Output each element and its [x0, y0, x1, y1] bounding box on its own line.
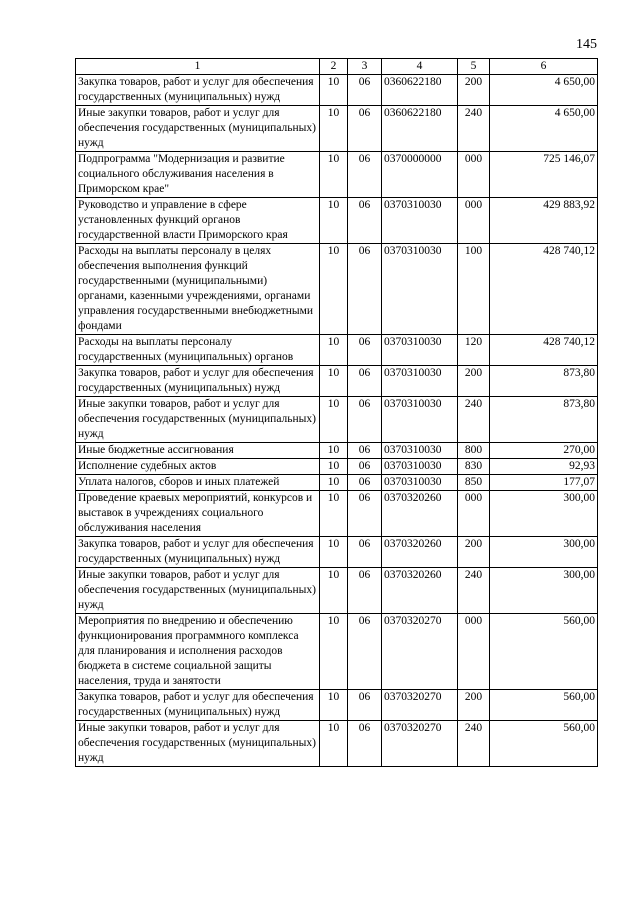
row-subsection: 06 [348, 198, 382, 244]
table-row [76, 491, 598, 537]
row-expense-type: 830 [458, 459, 490, 475]
row-subsection: 06 [348, 721, 382, 767]
row-subsection: 06 [348, 475, 382, 491]
row-amount: 429 883,92 [490, 198, 598, 244]
table-row [76, 459, 598, 475]
row-target-code: 0370310030 [382, 335, 458, 366]
row-amount: 428 740,12 [490, 335, 598, 366]
row-expense-type: 000 [458, 614, 490, 690]
row-amount: 428 740,12 [490, 244, 598, 335]
row-expense-type: 240 [458, 106, 490, 152]
row-amount: 270,00 [490, 443, 598, 459]
row-target-code: 0370320260 [382, 537, 458, 568]
row-amount: 4 650,00 [490, 106, 598, 152]
row-name: Уплата налогов, сборов и иных платежей [76, 475, 320, 491]
row-subsection: 06 [348, 152, 382, 198]
row-name: Исполнение судебных актов [76, 459, 320, 475]
row-name: Закупка товаров, работ и услуг для обеспечения государственных (муниципальных) нужд [76, 75, 320, 106]
row-subsection: 06 [348, 397, 382, 443]
row-amount: 560,00 [490, 614, 598, 690]
row-section: 10 [320, 397, 348, 443]
table-row [76, 152, 598, 198]
row-expense-type: 200 [458, 690, 490, 721]
row-expense-type: 200 [458, 366, 490, 397]
header-col-1: 1 [76, 59, 320, 75]
header-col-5: 5 [458, 59, 490, 75]
row-expense-type: 000 [458, 152, 490, 198]
row-amount: 300,00 [490, 537, 598, 568]
header-col-3: 3 [348, 59, 382, 75]
row-target-code: 0370310030 [382, 443, 458, 459]
row-amount: 92,93 [490, 459, 598, 475]
row-name: Подпрограмма "Модернизация и развитие социального обслуживания населения в Приморском крае" [76, 152, 320, 198]
table-row [76, 75, 598, 106]
row-subsection: 06 [348, 106, 382, 152]
table-row [76, 244, 598, 335]
row-name: Иные закупки товаров, работ и услуг для обеспечения государственных (муниципальных) нужд [76, 568, 320, 614]
row-section: 10 [320, 568, 348, 614]
row-target-code: 0360622180 [382, 75, 458, 106]
row-amount: 873,80 [490, 366, 598, 397]
row-section: 10 [320, 244, 348, 335]
row-section: 10 [320, 198, 348, 244]
row-target-code: 0370320270 [382, 690, 458, 721]
row-target-code: 0370310030 [382, 475, 458, 491]
row-target-code: 0370320260 [382, 491, 458, 537]
row-expense-type: 000 [458, 198, 490, 244]
row-section: 10 [320, 721, 348, 767]
table-row [76, 721, 598, 767]
row-name: Закупка товаров, работ и услуг для обеспечения государственных (муниципальных) нужд [76, 366, 320, 397]
row-subsection: 06 [348, 459, 382, 475]
row-expense-type: 240 [458, 568, 490, 614]
row-subsection: 06 [348, 690, 382, 721]
row-subsection: 06 [348, 568, 382, 614]
header-col-4: 4 [382, 59, 458, 75]
table-row [76, 106, 598, 152]
row-expense-type: 000 [458, 491, 490, 537]
row-amount: 4 650,00 [490, 75, 598, 106]
row-expense-type: 200 [458, 537, 490, 568]
row-section: 10 [320, 690, 348, 721]
table-row [76, 198, 598, 244]
row-section: 10 [320, 152, 348, 198]
row-name: Расходы на выплаты персоналу государственных (муниципальных) органов [76, 335, 320, 366]
table-row [76, 475, 598, 491]
row-section: 10 [320, 614, 348, 690]
row-amount: 177,07 [490, 475, 598, 491]
row-section: 10 [320, 491, 348, 537]
table-row [76, 443, 598, 459]
header-col-2: 2 [320, 59, 348, 75]
row-expense-type: 240 [458, 721, 490, 767]
row-target-code: 0370310030 [382, 198, 458, 244]
row-name: Иные закупки товаров, работ и услуг для обеспечения государственных (муниципальных) нужд [76, 721, 320, 767]
row-section: 10 [320, 75, 348, 106]
row-target-code: 0370000000 [382, 152, 458, 198]
table-row [76, 690, 598, 721]
row-target-code: 0370320270 [382, 721, 458, 767]
header-col-6: 6 [490, 59, 598, 75]
row-name: Закупка товаров, работ и услуг для обеспечения государственных (муниципальных) нужд [76, 537, 320, 568]
row-section: 10 [320, 366, 348, 397]
row-section: 10 [320, 459, 348, 475]
row-section: 10 [320, 335, 348, 366]
row-name: Иные закупки товаров, работ и услуг для обеспечения государственных (муниципальных) нужд [76, 397, 320, 443]
row-name: Руководство и управление в сфере установленных функций органов государственной власти Приморского края [76, 198, 320, 244]
row-amount: 300,00 [490, 568, 598, 614]
row-target-code: 0360622180 [382, 106, 458, 152]
row-subsection: 06 [348, 491, 382, 537]
row-name: Закупка товаров, работ и услуг для обеспечения государственных (муниципальных) нужд [76, 690, 320, 721]
header-row [76, 59, 598, 75]
row-target-code: 0370320270 [382, 614, 458, 690]
table-row [76, 614, 598, 690]
row-target-code: 0370310030 [382, 244, 458, 335]
row-expense-type: 100 [458, 244, 490, 335]
row-amount: 873,80 [490, 397, 598, 443]
row-subsection: 06 [348, 443, 382, 459]
row-name: Мероприятия по внедрению и обеспечению функционирования программного комплекса для планирования и исполнения расходов бюджета в системе социальной защиты населения, труда и занятости [76, 614, 320, 690]
budget-table [75, 58, 598, 767]
row-name: Иные закупки товаров, работ и услуг для обеспечения государственных (муниципальных) нужд [76, 106, 320, 152]
table-row [76, 397, 598, 443]
row-name: Проведение краевых мероприятий, конкурсов и выставок в учреждениях социального обслуживания населения [76, 491, 320, 537]
row-expense-type: 120 [458, 335, 490, 366]
row-subsection: 06 [348, 537, 382, 568]
row-amount: 560,00 [490, 690, 598, 721]
row-name: Расходы на выплаты персоналу в целях обеспечения выполнения функций государственными (муниципальными) органами, казенными учреждениями, органами управления государственными внебюджетными фондами [76, 244, 320, 335]
table-row [76, 568, 598, 614]
table-row [76, 335, 598, 366]
row-section: 10 [320, 475, 348, 491]
row-target-code: 0370310030 [382, 366, 458, 397]
row-subsection: 06 [348, 75, 382, 106]
row-subsection: 06 [348, 366, 382, 397]
table-row [76, 366, 598, 397]
row-section: 10 [320, 106, 348, 152]
row-subsection: 06 [348, 335, 382, 366]
row-expense-type: 800 [458, 443, 490, 459]
row-expense-type: 850 [458, 475, 490, 491]
row-expense-type: 200 [458, 75, 490, 106]
row-expense-type: 240 [458, 397, 490, 443]
row-target-code: 0370310030 [382, 459, 458, 475]
row-amount: 725 146,07 [490, 152, 598, 198]
row-target-code: 0370320260 [382, 568, 458, 614]
row-target-code: 0370310030 [382, 397, 458, 443]
table-row [76, 537, 598, 568]
row-name: Иные бюджетные ассигнования [76, 443, 320, 459]
row-subsection: 06 [348, 244, 382, 335]
row-section: 10 [320, 443, 348, 459]
page-number: 145 [576, 37, 597, 52]
row-amount: 300,00 [490, 491, 598, 537]
row-amount: 560,00 [490, 721, 598, 767]
row-subsection: 06 [348, 614, 382, 690]
row-section: 10 [320, 537, 348, 568]
